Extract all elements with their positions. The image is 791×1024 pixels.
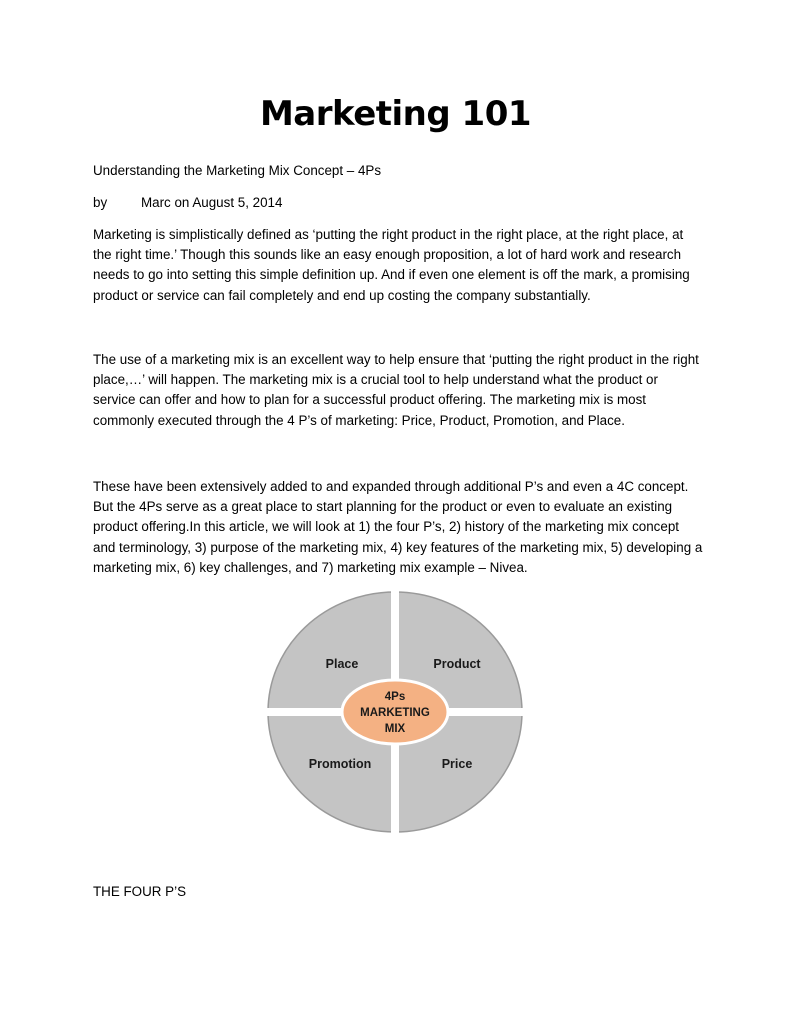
byline	[93, 193, 703, 213]
label-place: Place	[325, 657, 359, 671]
paragraph-3: These have been extensively added to and expanded through additional P’s and even a 4C concept. But the 4Ps serve as a great place to start planning for the product or even to evaluate an existing product offering.In this article, we will look at 1) the four P’s, 2) history of the marketing mix concept and terminology, 3) purpose of the marketing mix, 4) key features of the marketing mix, 5) developing a marketing mix, 6) key challenges, and 7) marketing mix example – Nivea.	[93, 479, 703, 575]
subtitle: Understanding the Marketing Mix Concept – 4Ps	[93, 163, 382, 178]
center-label-1: 4Ps	[384, 691, 406, 703]
center-label-3: MIX	[384, 723, 406, 735]
byline-author-date: Marc on August 5, 2014	[141, 195, 283, 210]
label-price: Price	[441, 757, 473, 771]
center-label-2: MARKETING	[360, 707, 430, 719]
marketing-mix-svg	[264, 588, 526, 836]
label-promotion: Promotion	[308, 757, 372, 771]
paragraph-1: Marketing is simplistically defined as ‘putting the right product in the right place, at the right place, at the right time.’ Though this sounds like an easy enough proposition, a lot of hard work and research needs to go into setting this simple definition up. And if even one element is off the mark, a promising product or service can fail completely and end up costing the company substantially.	[93, 227, 690, 303]
paragraph-2: The use of a marketing mix is an excellent way to help ensure that ‘putting the right product in the right place,…’ will happen. The marketing mix is a crucial tool to help understand what the product or service can offer and how to plan for a successful product offering. The marketing mix is most commonly executed through the 4 P’s of marketing: Price, Product, Promotion, and Place.	[93, 352, 699, 428]
label-product: Product	[433, 657, 481, 671]
page-title: Marketing 101	[259, 94, 532, 134]
section-heading: THE FOUR P’S	[93, 884, 186, 899]
byline-prefix: by	[93, 195, 108, 210]
marketing-mix-diagram	[264, 588, 526, 836]
